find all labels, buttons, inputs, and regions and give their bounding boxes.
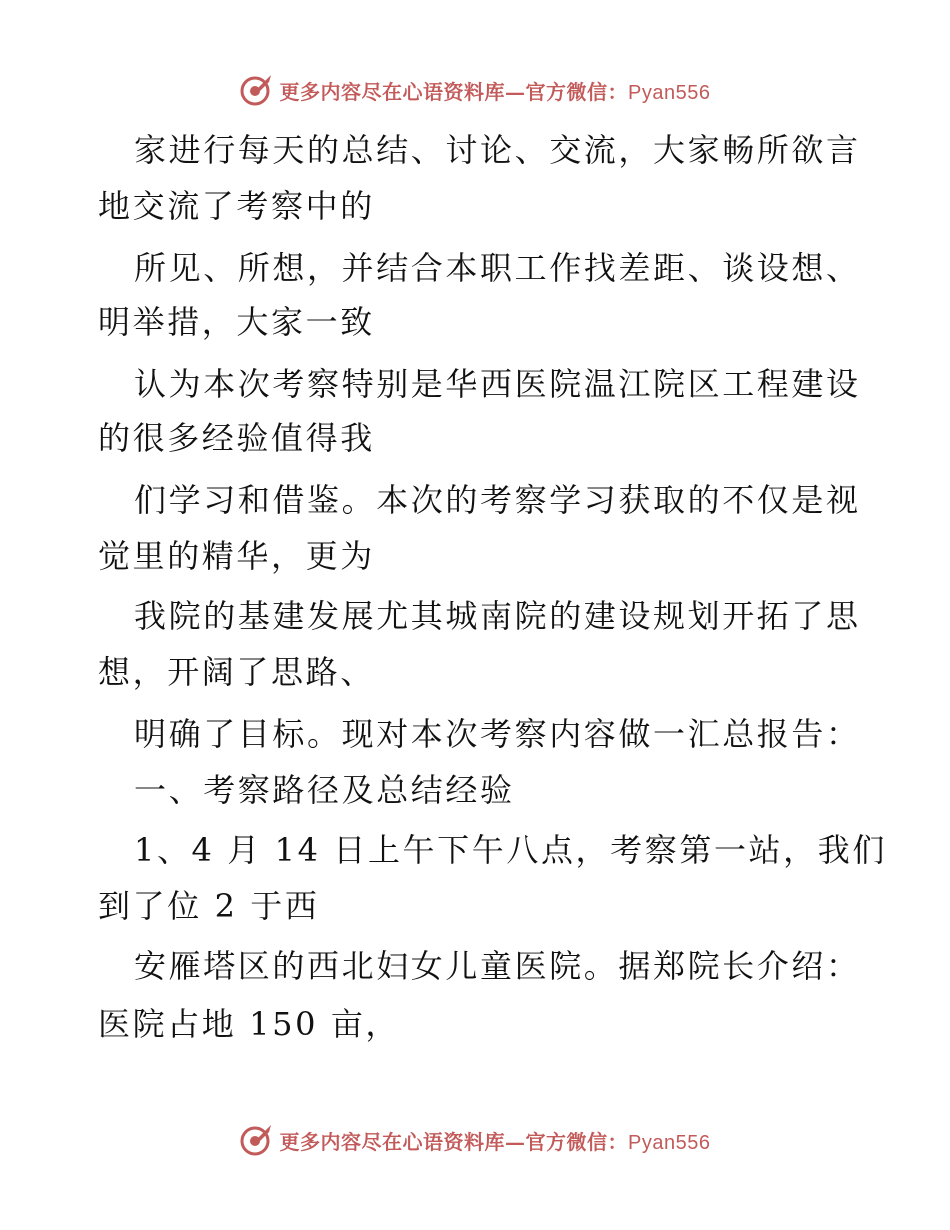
quill-logo-icon (240, 1123, 274, 1157)
quill-logo-icon (240, 73, 274, 107)
paragraph-line: 觉里的精华，更为 (98, 537, 375, 575)
paragraph-line: 所见、所想，并结合本职工作找差距、谈设想、 (134, 249, 861, 287)
paragraph-line: 们学习和借鉴。本次的考察学习获取的不仅是视 (134, 481, 861, 519)
paragraph-line: 安雁塔区的西北妇女儿童医院。据郑院长介绍： (134, 947, 861, 985)
watermark-text: 更多内容尽在心语资料库—官方微信：Pyan556 (279, 1129, 711, 1154)
paragraph-line: 地交流了考察中的 (98, 187, 375, 225)
paragraph-line: 想，开阔了思路、 (98, 653, 375, 691)
paragraph-line: 明确了目标。现对本次考察内容做一汇总报告： (134, 715, 861, 753)
paragraph-line: 认为本次考察特别是华西医院温江院区工程建设 (134, 365, 861, 403)
paragraph-line: 到了位 2 于西 (98, 887, 320, 925)
paragraph-line: 我院的基建发展尤其城南院的建设规划开拓了思 (134, 597, 861, 635)
paragraph-line: 医院占地 150 亩， (98, 1005, 401, 1043)
watermark-text: 更多内容尽在心语资料库—官方微信：Pyan556 (279, 79, 711, 104)
paragraph-line: 的很多经验值得我 (98, 419, 375, 457)
paragraph-line: 家进行每天的总结、讨论、交流，大家畅所欲言 (134, 131, 861, 169)
paragraph-line: 明举措，大家一致 (98, 303, 375, 341)
footer-watermark (0, 1122, 950, 1158)
section-heading: 一、考察路径及总结经验 (134, 771, 515, 809)
paragraph-line: 1、4 月 14 日上午下午八点，考察第一站，我们 (134, 831, 887, 869)
header-watermark (0, 72, 950, 108)
